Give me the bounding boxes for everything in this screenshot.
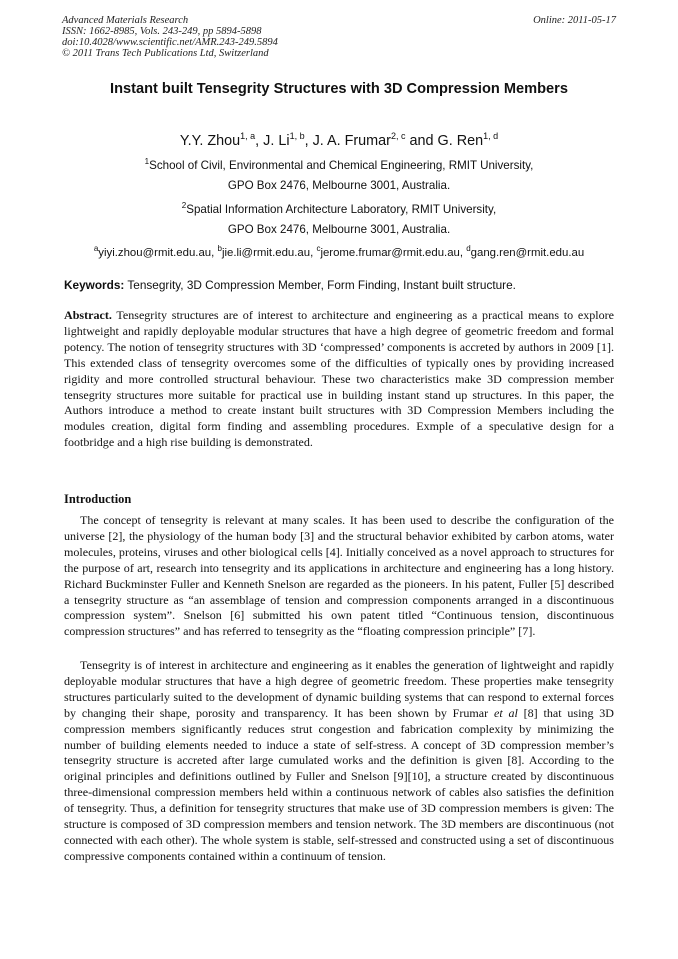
- author-name: J. A. Frumar: [312, 132, 391, 149]
- intro-paragraph-1: The concept of tensegrity is relevant at many scales. It has been used to describe the configuration of the universe [2], the physiology of the human body [3] and the structural behavior exhibited by carbon atoms, water molecules, proteins, viruses and other biological cells [4]. Initially conceived as a novel approach to structures for the purpose of art, research into tensegrity and its applications in architecture and engineering has a long history. Richard Buckminster Fuller and Kenneth Snelson are regarded as the pioneers. In his patent, Fuller [5] described a tensegrity structure as “an assemblage of tension and compression components arranged in a discontinuous compression system”. Snelson [6] submitted his own patent titled “Continuous tension, discontinuous compression structures” and has referred to tensegrity as the “floating compression principle” [7].: [64, 513, 614, 639]
- intro-text: Tensegrity is of interest in architecture and engineering as it enables the generation of lightweight and rapidly deployable modular structures that have a high degree of geometric freedom. These properties make tensegrity structures particularly suited to the development of dynamic building systems that can respond to external forces by changing their shape, porosity and transparency. It has been shown by Frumar: [64, 658, 614, 720]
- affiliation-1-line-2: GPO Box 2476, Melbourne 3001, Australia.: [227, 179, 451, 192]
- paper-title: Instant built Tensegrity Structures with 3D Compression Members: [110, 81, 568, 97]
- intro-text: [8] that using 3D compression members significantly reduces strut congestion and fabrication complexity by minimizing the number of building elements needed to induce a state of self-stress. A concept of 3D compression member’s tensegrity structure is accreted after large cumulated works and the definition is given [8]. According to the original principles and definitions outlined by Fuller and Snelson [9][10], a structure created by discontinuous three-dimensional compression members held within a continuous network of cables also satisfies the definition of tensegrity. Thus, a definition for tensegrity structures that make use of 3D compression members is given: The structure is composed of 3D compression members and tension network. The 3D members are discontinuous (not connected with each other). The whole system is stable, self-stressed and constructed using a set of discontinuous compressive components contained within a continuum of tension.: [64, 705, 615, 863]
- email-sup: a: [93, 244, 99, 253]
- online-date: Online: 2011-05-17: [533, 15, 616, 26]
- affiliation-sup: 2: [181, 201, 187, 210]
- author-separator: ,: [255, 132, 264, 149]
- issn-line: ISSN: 1662-8985, Vols. 243-249, pp 5894-5898: [62, 26, 262, 37]
- author-name: J. Li: [263, 132, 290, 149]
- email-address[interactable]: jie.li@rmit.edu.au,: [221, 246, 317, 259]
- author-name: Y.Y. Zhou: [179, 132, 241, 149]
- keywords-text: Tensegrity, 3D Compression Member, Form Finding, Instant built structure.: [124, 278, 516, 292]
- author-sup: 2, c: [390, 131, 406, 141]
- copyright-line: © 2011 Trans Tech Publications Ltd, Switzerland: [62, 48, 269, 59]
- intro-italic: et al: [493, 705, 518, 720]
- email-address[interactable]: gang.ren@rmit.edu.au: [470, 246, 585, 259]
- intro-paragraph-2: [64, 658, 614, 865]
- journal-name: Advanced Materials Research: [62, 15, 189, 26]
- abstract-text: Tensegrity structures are of interest to architecture and engineering as a practical means to explore lightweight and rapidly deployable modular structures that have a high degree of geometric freedom and formal potency. The notion of tensegrity structures with 3D ‘compressed’ components is accreted by authors in 2009 [1]. This extended class of tensegrity overcomes some of the difficulties of typically ones by providing increased rigidity and more controlled structural behaviour. These two characteristics make 3D compression member tensegrity structures more suitable for practical use in building instant stand up structures. In this paper, the Authors introduce a method to create instant built structures with 3D Compression Members including the modules creation, digital form finding and assembling procedures. Exmple of a speculative design for a footbridge and a high rise building is demonstrated.: [64, 308, 614, 450]
- affiliation-text: School of Civil, Environmental and Chemical Engineering, RMIT University,: [149, 158, 534, 172]
- email-sup: c: [316, 244, 321, 253]
- doi-line: doi:10.4028/www.scientific.net/AMR.243-249.5894: [62, 37, 278, 48]
- affiliation-text: Spatial Information Architecture Laboratory, RMIT University,: [186, 202, 497, 216]
- affiliation-2-line-2: GPO Box 2476, Melbourne 3001, Australia.: [227, 223, 451, 236]
- author-name: G. Ren: [437, 132, 484, 149]
- author-list: [0, 131, 678, 149]
- author-separator: and: [405, 132, 438, 149]
- email-address[interactable]: jerome.frumar@rmit.edu.au,: [320, 246, 467, 259]
- author-sup: 1, d: [483, 131, 499, 141]
- email-sup: d: [466, 244, 471, 253]
- affiliation-2-line-1: [0, 201, 678, 216]
- author-separator: ,: [304, 132, 313, 149]
- keywords-line: [64, 278, 516, 292]
- abstract-paragraph: [64, 308, 614, 451]
- affiliation-1-line-1: [0, 157, 678, 172]
- affiliation-sup: 1: [144, 157, 150, 166]
- email-address[interactable]: yiyi.zhou@rmit.edu.au,: [98, 246, 218, 259]
- author-sup: 1, a: [240, 131, 256, 141]
- keywords-label: Keywords:: [64, 278, 125, 292]
- abstract-label: Abstract.: [64, 308, 112, 322]
- email-sup: b: [217, 244, 222, 253]
- author-sup: 1, b: [289, 131, 305, 141]
- introduction-heading: Introduction: [64, 492, 132, 506]
- email-list: [0, 244, 678, 259]
